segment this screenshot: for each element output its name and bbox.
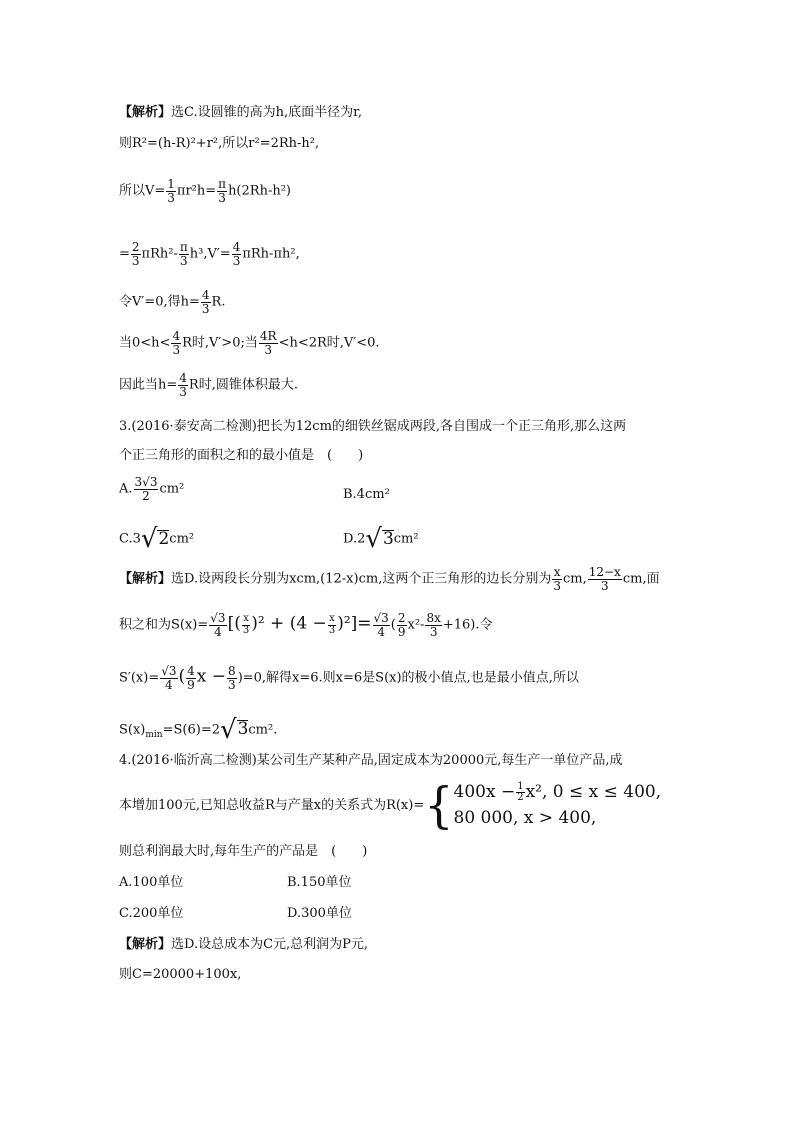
- solution2-line5: 令V′=0,得h= $\frac{4}{3}$ R.: [119, 288, 226, 316]
- piecewise-cases: 400x − $\frac{1}{2}$ x², 0 ≤ x ≤ 400, 80 000, x > 400,: [453, 780, 662, 829]
- question4-option-d: D.300单位: [287, 906, 352, 921]
- question4-stem-line1: 4.(2016·临沂高二检测)某公司生产某种产品,固定成本为20000元,每生产一单位产品,成: [119, 753, 623, 768]
- question4-stem-line2: 本增加100元,已知总收益R与产量x的关系式为R(x)={ 400x − $\frac{1}{2}$ x², 0 ≤ x ≤ 400, 80 000, x > 400,: [119, 776, 662, 834]
- fraction-sqrt3-4: $\frac{√3}{4}$: [210, 611, 226, 639]
- solution2-line4: = $\frac{2}{3}$ πRh²- $\frac{\pi}{3}$ h³,V′= $\frac{4}{3}$ πRh-πh²,: [119, 240, 300, 268]
- solution4-line2: 则C=20000+100x,: [119, 967, 242, 982]
- solution4-line1: 【解析】选D.设总成本为C元,总利润为P元,: [119, 937, 369, 952]
- fraction-x-3: $\frac{x}{3}$: [553, 565, 561, 593]
- solution3-line1: 【解析】选D.设两段长分别为xcm,(12-x)cm,这两个正三角形的边长分别为 $\frac{x}{3}$ cm, $\frac{12-x}{3}$ cm,面: [119, 565, 660, 593]
- question3-option-c: C.3√2cm²: [119, 524, 195, 554]
- solution2-line6: 当0<h< $\frac{4}{3}$ R时,V′>0;当 $\frac{4R}{3}$ <h<2R时,V′<0.: [119, 329, 380, 357]
- question3-option-a: A. $\frac{3√3}{2}$ cm²: [119, 475, 185, 503]
- fraction-4-3: $\frac{4}{3}$: [232, 240, 241, 268]
- fraction-4-3: $\frac{4}{3}$: [179, 371, 187, 399]
- solution-label: 【解析】: [119, 105, 172, 120]
- solution3-line4: $S(x)_{min}=S(6)=2√3cm^2$.: [119, 715, 278, 745]
- fraction-1-3: $\frac{1}{3}$: [167, 177, 175, 205]
- question4-option-c: C.200单位: [119, 906, 184, 921]
- fraction-pi-3: $\frac{\pi}{3}$: [179, 240, 188, 268]
- question4-option-b: B.150单位: [287, 875, 352, 890]
- question4-option-a: A.100单位: [119, 875, 184, 890]
- question3-option-b: B.4cm²: [343, 487, 390, 502]
- question3-stem-line2: 个正三角形的面积之和的最小值是 ( ): [119, 448, 364, 463]
- solution3-line2: 积之和为S(x)= $\frac{√3}{4}$ [( $\frac{x}{3}$ )² + (4 − $\frac{x}{3}$ )²]= $\frac{√3}{4}$ ( $\frac{2}{9}$ x²- $\frac{8x}{3}$ +16).令: [119, 611, 493, 639]
- fraction-12-x-3: $\frac{12-x}{3}$: [588, 565, 621, 593]
- solution2-line3: 所以V= $\frac{1}{3}$ πr²h= $\frac{\pi}{3}$ h(2Rh-h²): [119, 177, 291, 205]
- fraction-4R-3: $\frac{4R}{3}$: [259, 329, 277, 357]
- solution2-line1: 【解析】选C.设圆锥的高为h,底面半径为r,: [119, 105, 363, 120]
- fraction-4-3: $\frac{4}{3}$: [201, 288, 210, 316]
- fraction-pi-3: $\frac{\pi}{3}$: [218, 177, 227, 205]
- fraction-2-3: $\frac{2}{3}$: [131, 240, 140, 268]
- fraction-3sqrt3-2: $\frac{3√3}{2}$: [134, 475, 158, 503]
- question3-option-d: D.2√3cm²: [343, 524, 419, 554]
- question3-stem-line1: 3.(2016·泰安高二检测)把长为12cm的细铁丝锯成两段,各自围成一个正三角形,那么这两: [119, 419, 627, 434]
- question4-stem-line3: 则总利润最大时,每年生产的产品是 ( ): [119, 844, 368, 859]
- solution3-line3: S′(x)= $\frac{√3}{4}$ ( $\frac{4}{9}$ x − $\frac{8}{3}$ )=0,解得x=6.则x=6是S(x)的极小值点,也是最小值点,所以: [119, 664, 579, 692]
- fraction-4-3: $\frac{4}{3}$: [172, 329, 181, 357]
- solution2-line7: 因此当h= $\frac{4}{3}$ R时,圆锥体积最大.: [119, 371, 298, 399]
- solution2-line2: 则R²=(h-R)²+r²,所以r²=2Rh-h²,: [119, 136, 320, 151]
